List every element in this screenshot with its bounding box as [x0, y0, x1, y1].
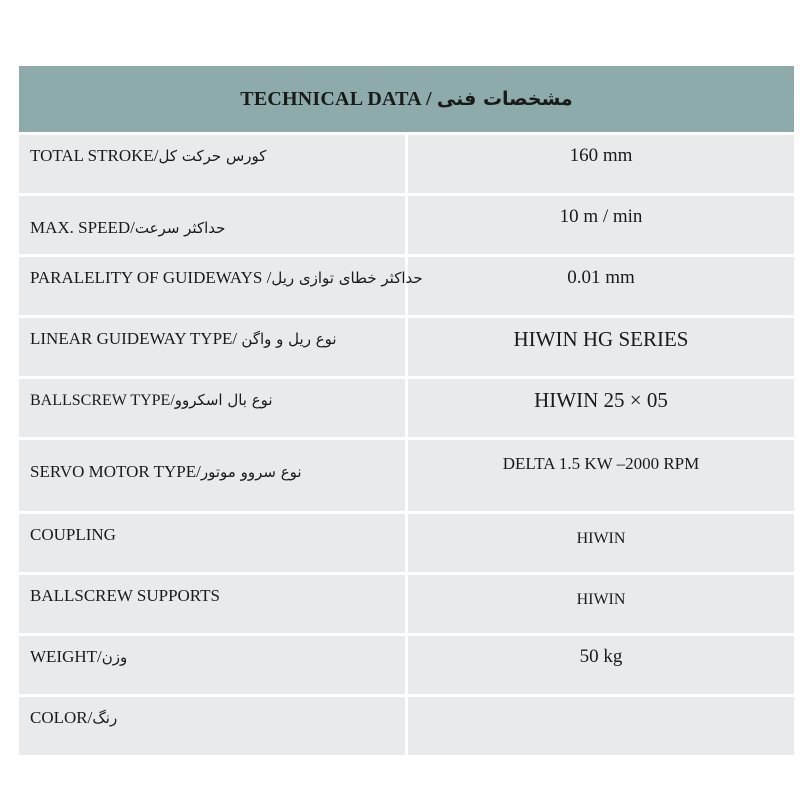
label-separator: /	[97, 647, 102, 666]
label-cell	[19, 378, 407, 439]
table-row-ballscrew-supports	[19, 574, 794, 635]
label-english: COLOR	[30, 708, 88, 727]
value-cell	[407, 696, 795, 756]
label-persian: وزن	[101, 648, 128, 666]
row-label	[30, 146, 266, 166]
table-row-weight	[19, 635, 794, 696]
label-cell	[19, 195, 407, 256]
label-persian: حداکثر خطای توازی ریل	[271, 269, 423, 287]
label-cell	[19, 513, 407, 574]
label-cell	[19, 317, 407, 378]
label-persian: رنگ	[92, 709, 118, 727]
technical-data-table	[19, 66, 794, 755]
table-row-linear-guideway	[19, 317, 794, 378]
row-value: HIWIN 25 × 05	[534, 388, 668, 412]
label-separator: /	[87, 708, 93, 727]
table-row-parallelity	[19, 256, 794, 317]
value-cell	[407, 439, 795, 513]
label-separator: /	[170, 392, 175, 409]
value-cell	[407, 378, 795, 439]
label-english: SERVO MOTOR TYPE	[30, 462, 197, 481]
label-persian: نوع ریل و واگن	[241, 330, 337, 348]
row-value: HIWIN	[576, 530, 626, 547]
row-label	[30, 268, 423, 288]
label-cell	[19, 134, 407, 195]
row-label	[30, 462, 302, 482]
title-separator: /	[425, 87, 432, 110]
label-cell	[19, 439, 407, 513]
row-value: 160 mm	[569, 145, 633, 166]
label-english: BALLSCREW TYPE	[30, 392, 171, 409]
table-row-ballscrew-type	[19, 378, 794, 439]
label-persian: نوع بال اسکروو	[174, 391, 273, 409]
label-separator: /	[232, 329, 238, 348]
value-cell	[407, 513, 795, 574]
table-row-total-stroke	[19, 134, 794, 195]
label-separator: /	[153, 146, 159, 165]
label-separator: /	[196, 462, 201, 481]
table-row-servo-motor	[19, 439, 794, 513]
row-value: 0.01 mm	[567, 267, 635, 288]
row-label	[30, 647, 127, 667]
value-cell	[407, 134, 795, 195]
label-cell	[19, 635, 407, 696]
row-value: DELTA 1.5 KW –2000 RPM	[502, 454, 700, 473]
row-label	[30, 390, 273, 411]
table-header-row	[19, 66, 794, 134]
row-label: BALLSCREW SUPPORTS	[30, 586, 220, 605]
table-row-coupling	[19, 513, 794, 574]
label-cell	[19, 574, 407, 635]
label-english: MAX. SPEED	[30, 218, 131, 237]
label-cell	[19, 696, 407, 756]
title-persian: مشخصات فنی	[436, 87, 573, 110]
row-label	[30, 708, 117, 728]
label-separator: /	[130, 218, 135, 237]
row-label	[30, 218, 225, 238]
label-persian: نوع سروو موتور	[200, 463, 302, 481]
label-english: LINEAR GUIDEWAY TYPE	[30, 329, 233, 348]
label-persian: حداکثر سرعت	[134, 219, 226, 237]
label-english: WEIGHT	[30, 647, 98, 666]
value-cell	[407, 574, 795, 635]
row-value: 50 kg	[579, 646, 623, 667]
row-value: HIWIN	[576, 591, 626, 608]
label-persian: کورس حرکت کل	[158, 147, 267, 165]
label-cell	[19, 256, 423, 317]
label-english: TOTAL STROKE	[30, 146, 154, 165]
row-value: 10 m / min	[559, 206, 643, 227]
value-cell	[407, 635, 795, 696]
label-separator: /	[266, 268, 272, 287]
row-label	[30, 329, 337, 349]
value-cell	[407, 195, 795, 256]
value-cell	[407, 317, 795, 378]
value-cell	[407, 256, 795, 317]
table-row-max-speed	[19, 195, 794, 256]
label-english: PARALELITY OF GUIDEWAYS	[30, 268, 263, 287]
row-label: COUPLING	[30, 525, 116, 544]
table-row-color	[19, 696, 794, 756]
title-english: TECHNICAL DATA	[240, 87, 421, 110]
row-value: HIWIN HG SERIES	[513, 327, 689, 351]
table-title	[19, 66, 794, 134]
